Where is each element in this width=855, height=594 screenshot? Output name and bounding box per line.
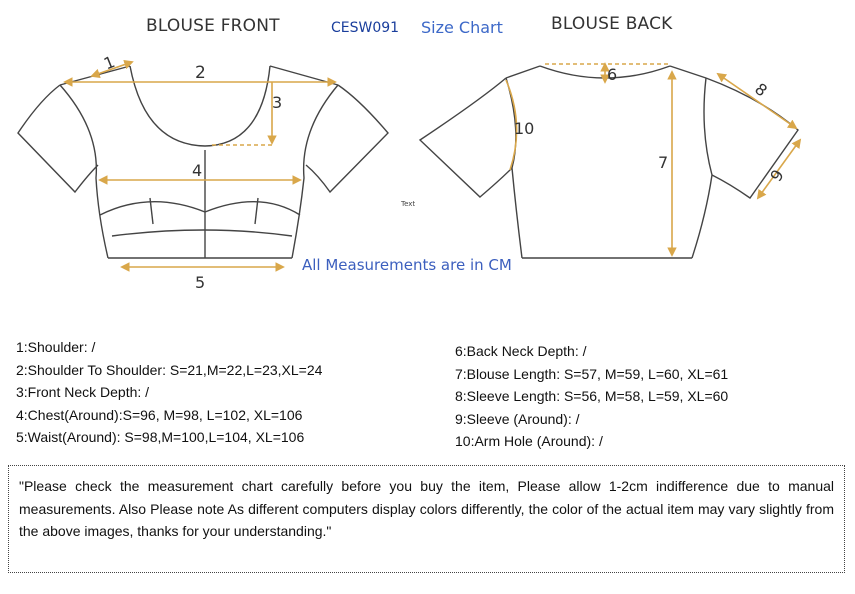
measurement-item: 7:Blouse Length: S=57, M=59, L=60, XL=61 bbox=[455, 365, 729, 382]
label-7: 7 bbox=[658, 153, 669, 172]
front-left-sleeve bbox=[18, 85, 98, 192]
measurement-item: 10:Arm Hole (Around): / bbox=[455, 433, 603, 449]
front-right-sleeve bbox=[306, 85, 388, 192]
label-1: 1 bbox=[101, 52, 118, 74]
label-4: 4 bbox=[192, 161, 203, 180]
front-underband-top bbox=[112, 230, 292, 236]
label-6: 6 bbox=[607, 65, 618, 84]
back-right-shoulder bbox=[670, 66, 706, 78]
label-10: 10 bbox=[514, 119, 535, 138]
front-right-side bbox=[292, 85, 338, 258]
label-9: 9 bbox=[766, 166, 788, 185]
disclaimer-text: "Please check the measurement chart carefully before you buy the item, Please allow 1-2cm indifference due to manual measurements. Also Please note As different computers display colors differently, the color of the actual item may vary slightly from the above images, thanks for your understanding." bbox=[19, 478, 834, 539]
units-note: All Measurements are in CM bbox=[302, 256, 512, 274]
back-left-sleeve bbox=[420, 78, 512, 197]
product-code: CESW091 bbox=[331, 20, 400, 36]
arrow-sleeve-around bbox=[758, 140, 800, 198]
label-3: 3 bbox=[272, 93, 283, 112]
measurement-item: 6:Back Neck Depth: / bbox=[455, 343, 587, 359]
measurements-right bbox=[455, 340, 728, 453]
disclaimer-box bbox=[8, 465, 845, 573]
measurement-item: 8:Sleeve Length: S=56, M=58, L=59, XL=60 bbox=[455, 388, 729, 404]
back-right-side bbox=[692, 78, 712, 258]
measurement-item: 9:Sleeve (Around): / bbox=[455, 410, 580, 427]
label-2: 2 bbox=[195, 63, 206, 83]
measurement-item: 1:Shoulder: / bbox=[16, 339, 96, 355]
back-left-shoulder bbox=[506, 66, 540, 78]
arrow-sleeve-length bbox=[718, 74, 796, 128]
front-bust-line bbox=[100, 202, 300, 215]
label-8: 8 bbox=[751, 79, 771, 101]
blouse-back-outline bbox=[420, 66, 798, 258]
measurement-item: 4:Chest(Around):S=96, M=98, L=102, XL=106 bbox=[16, 406, 303, 423]
measurement-item: 5:Waist(Around): S=98,M=100,L=104, XL=106 bbox=[16, 429, 305, 445]
label-5: 5 bbox=[195, 273, 206, 292]
size-chart-label: Size Chart bbox=[421, 18, 503, 37]
blouse-front-outline bbox=[18, 66, 388, 258]
measurement-item: 3:Front Neck Depth: / bbox=[16, 384, 150, 400]
measurements-left bbox=[16, 336, 322, 449]
placeholder-text: Text bbox=[401, 200, 416, 208]
front-title: BLOUSE FRONT bbox=[146, 16, 280, 36]
back-title: BLOUSE BACK bbox=[551, 14, 673, 34]
measurement-item: 2:Shoulder To Shoulder: S=21,M=22,L=23,XL=24 bbox=[16, 361, 323, 378]
front-left-side bbox=[60, 85, 108, 258]
